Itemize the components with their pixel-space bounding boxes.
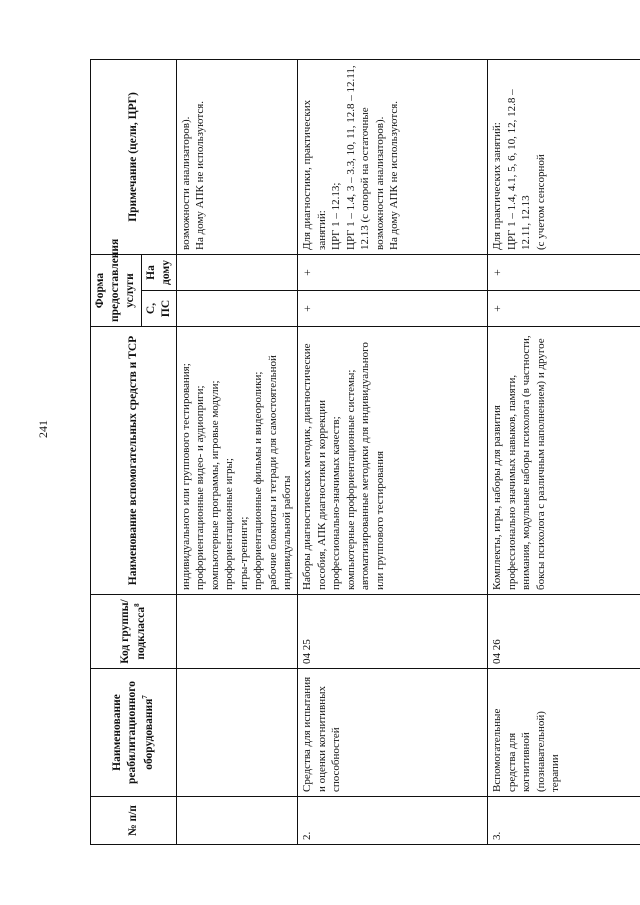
equipment-name: Средства для испытания и оценки когнитивных способностей (297, 669, 487, 797)
form-home-mark: + (297, 255, 487, 291)
page-number: 241 (36, 420, 50, 438)
header-code: Код группы/ подкласса$^8$ (91, 595, 177, 669)
tools-list: Наборы диагностических методик, диагностические пособия, АПК диагностики и коррекции профессионально-значимых качеств; компьютерные профориентационные системы; автоматизированные методики для индивидуального или группового тестирования (297, 327, 487, 595)
equipment-table (90, 59, 640, 845)
row-number (176, 797, 297, 845)
header-form-sub2: На дому (141, 255, 176, 291)
header-form-sub1: С, ПС (141, 291, 176, 327)
form-centre-mark: + (487, 291, 640, 327)
tools-list: Комплекты, игры, наборы для развития профессионально значимых навыков, памяти, внимания, модульные наборы психолога (в частности, боксы психолога с различным наполнением) и другое (487, 327, 640, 595)
row-number: 2. (297, 797, 487, 845)
group-code: 04 26 (487, 595, 640, 669)
group-code: 04 25 (297, 595, 487, 669)
header-form: Форма предоставления услуги (91, 255, 142, 327)
header-name: Наименование реабилитационного оборудования$^7$ (91, 669, 177, 797)
form-centre-mark (176, 291, 297, 327)
table-row (487, 60, 640, 845)
form-home-mark: + (487, 255, 640, 291)
tools-list: индивидуального или группового тестирования; профориентационные видео- и аудиоприги; компьютерные программы, игровые модули; профориентационные игры; игры-тренинги; профориентационные фильмы и видеоролики; рабочие блокноты и тетради для самостоятельной индивидуальной работы (176, 327, 297, 595)
table-row (297, 60, 487, 845)
equipment-name: Вспомогательные средства для когнитивной (познавательной) терапии (487, 669, 640, 797)
row-number: 3. (487, 797, 640, 845)
table-row (176, 60, 297, 845)
group-code (176, 595, 297, 669)
note-cell: Для практических занятий: ЦРГ 1 – 1.4, 4.1, 5, 6, 10, 12, 12.8 – 12.11, 12.13 (с учетом сенсорной (487, 60, 640, 255)
header-tools: Наименование вспомогательных средств и ТСР (91, 327, 177, 595)
header-note: Примечание (цели, ЦРГ) (91, 60, 177, 255)
form-home-mark (176, 255, 297, 291)
equipment-name (176, 669, 297, 797)
note-cell: возможности анализаторов). На дому АПК не используются. (176, 60, 297, 255)
rotated-table-container (90, 60, 590, 845)
header-num: № п/п (91, 797, 177, 845)
note-cell: Для диагностики, практических занятий: ЦРГ 1 – 12.13; ЦРГ 1 – 1.4, 3 – 3.3, 10, 11, 12.8 – 12.11, 12.13 (с опорой на остаточные возможности анализаторов). На дому АПК не используются. (297, 60, 487, 255)
form-centre-mark: + (297, 291, 487, 327)
